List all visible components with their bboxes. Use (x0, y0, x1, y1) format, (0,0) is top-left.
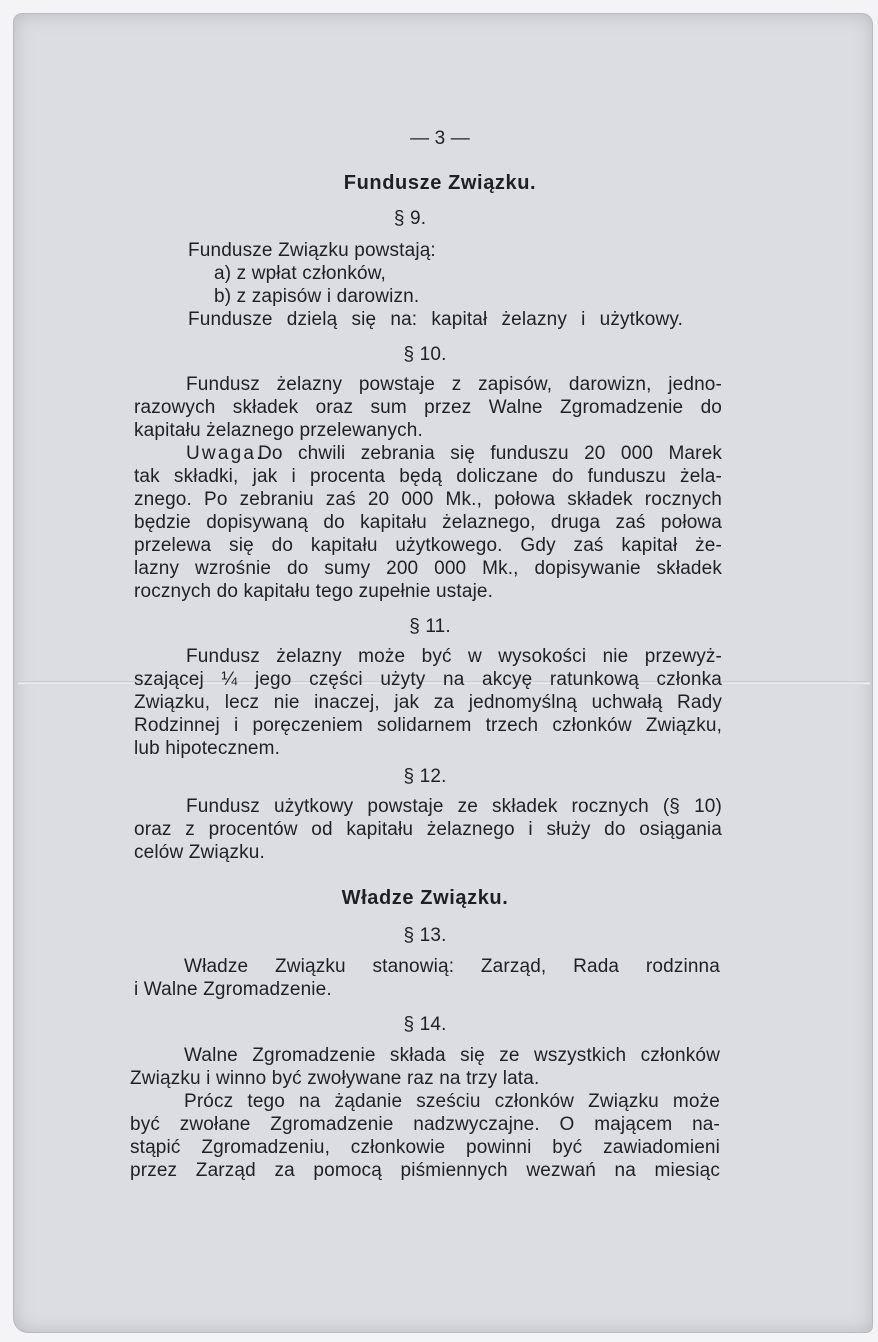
text-line: tak składki, jak i procenta będą doliczane do funduszu żela- (134, 466, 722, 487)
text-line: Fundusze Związku powstają: (188, 240, 436, 261)
text-line: przelewa się do kapitału użytkowego. Gdy zaś kapitał że- (134, 535, 722, 556)
text-line: lazny wzrośnie do sumy 200 000 Mk., dopisywanie składek (134, 558, 722, 579)
section-heading-authorities: Władze Związku. (341, 887, 509, 909)
text-line: i Walne Zgromadzenie. (134, 979, 332, 1000)
text-line: Fundusz żelazny może być w wysokości nie przewyż- (186, 646, 722, 667)
text-line: Związku i winno być zwoływane raz na trzy lata. (130, 1068, 540, 1089)
text-line: Do chwili zebrania się funduszu 20 000 Marek (258, 443, 722, 464)
text-line: b) z zapisów i darowizn. (214, 286, 420, 307)
text-line: lub hipotecznem. (134, 738, 281, 759)
text-line: Rodzinnej i poręczeniem solidarnem trzech członków Związku, (134, 715, 722, 736)
page-number: — 3 — (410, 128, 470, 149)
text-line: oraz z procentów od kapitału żelaznego i służy do osiągania (134, 819, 722, 840)
text-line: rocznych do kapitału tego zupełnie ustaje. (134, 581, 494, 602)
text-line: celów Związku. (134, 842, 265, 863)
text-line: razowych składek oraz sum przez Walne Zgromadzenie do (134, 397, 722, 418)
paragraph-mark-9: § 9. (393, 208, 427, 229)
section-heading-funds: Fundusze Związku. (343, 172, 537, 194)
text-line: a) z wpłat członków, (214, 263, 386, 284)
paragraph-mark-14: § 14. (403, 1014, 447, 1035)
text-line: Fundusze dzielą się na: kapitał żelazny i użytkowy. (188, 309, 683, 330)
text-line: Walne Zgromadzenie składa się ze wszystkich członków (184, 1045, 720, 1066)
text-line: szającej ¼ jego części użyty na akcyę ratunkową członka (134, 669, 722, 690)
paragraph-mark-12: § 12. (403, 766, 447, 787)
text-line: znego. Po zebraniu zaś 20 000 Mk., połowa składek rocznych (134, 489, 722, 510)
text-line: Związku, lecz nie inaczej, jak za jednomyślną uchwałą Rady (134, 692, 722, 713)
paragraph-mark-11: § 11. (409, 616, 451, 637)
paragraph-mark-13: § 13. (403, 925, 447, 946)
text-line: Prócz tego na żądanie sześciu członków Związku może (184, 1091, 720, 1112)
text-line: Fundusz żelazny powstaje z zapisów, darowizn, jedno- (186, 374, 722, 395)
paragraph-mark-10: § 10. (403, 344, 447, 365)
uwaga-label: Uwaga. (186, 443, 264, 464)
text-line: będzie dopisywaną do kapitału żelaznego, druga zaś połowa (134, 512, 722, 533)
text-line: kapitału żelaznego przelewanych. (134, 420, 423, 441)
text-line: Fundusz użytkowy powstaje ze składek rocznych (§ 10) (186, 796, 722, 817)
text-line: przez Zarząd za pomocą piśmiennych wezwań na miesiąc (130, 1160, 720, 1181)
text-line: być zwołane Zgromadzenie nadzwyczajne. O mającem na- (130, 1114, 720, 1135)
text-line: stąpić Zgromadzeniu, członkowie powinni być zawiadomieni (130, 1137, 720, 1158)
text-line: Władze Związku stanowią: Zarząd, Rada rodzinna (184, 956, 720, 977)
